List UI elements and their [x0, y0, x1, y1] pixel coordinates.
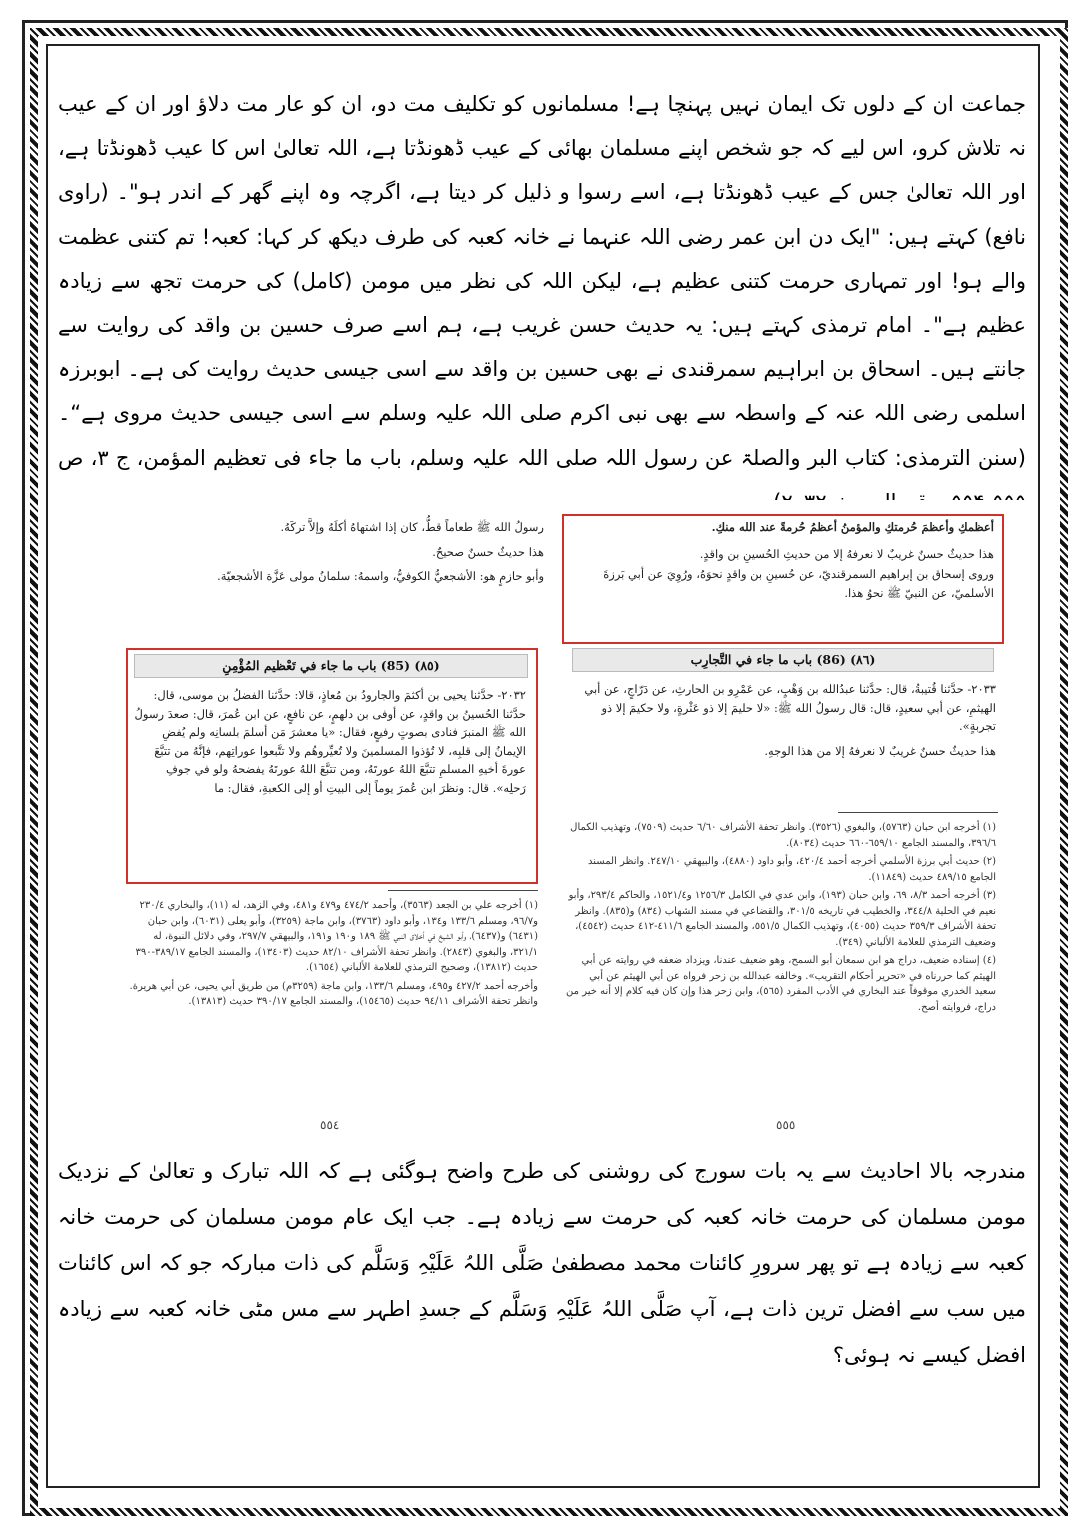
hadith-text: ٢٠٣٢- حدَّثنا يحيى بن أكثمَ والجارودُ بن مُعاذٍ، قالا: حدَّثنا الفضلُ بن موسى، قال: حدَّثنا الحُسينُ بن واقدٍ، عن أوفى بن دلهمٍ، عن نافعٍ، عن ابن عُمرَ، قال: صعدَ رسولُ الله ﷺ المنبرَ فنادى بصوتٍ رفيعٍ، فقال: «يا معشرَ مَن أسلمَ بلسانِه ولم يُفضِ الإيمانُ إلى قلبِه، لا تُؤذوا المسلمينَ ولا تُعيِّروهُم ولا تتَّبعوا عوراتِهم، فإنَّهُ من تتبَّعَ عورةَ أخيهِ المسلمِ تتبَّعَ اللهُ عورتَهُ، ومن تتبَّعَ اللهُ عورتَهُ يفضحهُ ولو في جوفِ رَحلِه». قال: ونظرَ ابن عُمرَ يوماً إلى البيتِ أو إلى الكعبةِ، فقال: ما [134, 688, 526, 795]
urdu-paragraph-bottom: مندرجہ بالا احادیث سے یہ بات سورج کی روشنی کی طرح واضح ہوگئی ہے کہ اللہ تبارک و تعالیٰ کے نزدیک مومن مسلمان کی حرمت خانہ کعبہ کی حرمت سے زیادہ ہے۔ جب ایک عام مومن مسلمان کی حرمت خانہ کعبہ سے زیادہ ہے تو پھر سرورِ کائنات محمد مصطفیٰ صَلَّی اللہُ عَلَیْہِ وَسَلَّم کی ذات مبارکہ جو کہ اس کائنات میں سب سے افضل ترین ذات ہے، آپ صَلَّی اللہُ عَلَیْہِ وَسَلَّم کے جسدِ اطہر سے مس مٹی خانہ کعبہ سے زیادہ افضل کیسے نہ ہوئی؟ [58, 1159, 1026, 1367]
footnote: (٢) حديث أبي برزة الأسلمي أخرجه أحمد ٤٢٠/٤، وأبو داود (٤٨٨٠)، والبيهقي ٢٤٧/١٠. وانظر المسند الجامع ٤٨٩/١٥ حديث (١١٨٤٩). [588, 856, 996, 883]
boxed-line: وروى إسحاق بن إبراهيم السمرقنديّ، عن حُسينِ بن واقدٍ نحوَهُ، ورُوِيَ عن أبي بَرزةَ الأسلميّ، عن النبيّ ﷺ نحوُ هذا. [603, 567, 994, 600]
scanned-book-pages [58, 500, 1026, 1140]
left-page-hadith-block [134, 686, 526, 799]
footnote: (١) أخرجه علي بن الجعد (٣٥٦٣)، وأحمد ٤٧٤/٢ و٤٧٩ و٤٨١، وفي الزهد، له (١١)، والبخاري ٢٣٠/٤ و٩٦/٧، ومسلم ١٣٣/٦ و١٣٤، وأبو داود (٣٧٦٣)، وابن ماجة (٣٢٥٩)، وأبو يعلى (٦٠٣١)، وابن حبان (٦٤٣١) و(٦٤٣٧)، وأبو الشيخ في أخلاق النبي ﷺ ١٨٩ و١٩٠ و١٩١، والبيهقي ٢٩٧/٧، وفي دلائل النبوة، له ٣٢١/١، والبغوي (٢٨٤٣). وانظر تحفة الأشراف ٨٢/١٠ حديث (١٣٤٠٣)، والمسند الجامع ٣٨٩/١٧-٣٩٠ حديث (١٣٨١٢)، وصحيح الترمذي للعلامة الألباني (١٦٥٤). [135, 900, 538, 973]
urdu-paragraph-top: جماعت ان کے دلوں تک ایمان نہیں پہنچا ہے! مسلمانوں کو تکلیف مت دو، ان کو عار مت دلاؤ اور ان کے عیب نہ تلاش کرو، اس لیے کہ جو شخص اپنے مسلمان بھائی کے عیب ڈھونڈتا ہے، اللہ تعالیٰ اس کا عیب ڈھونڈتا ہے، اور اللہ تعالیٰ جس کے عیب ڈھونڈتا ہے، اسے رسوا و ذلیل کر دیتا ہے، اگرچہ وہ اپنے گھر کے اندر ہو"۔ (راوی نافع) کہتے ہیں: "ایک دن ابن عمر رضی اللہ عنہما نے خانہ کعبہ کی طرف دیکھ کر کہا: کعبہ! تم کتنی عظمت والے ہو! اور تمہاری حرمت کتنی عظیم ہے، لیکن اللہ کی نظر میں مومن (کامل) کی حرمت تجھ سے زیادہ عظیم ہے"۔ امام ترمذی کہتے ہیں: یہ حدیث حسن غریب ہے، ہم اسے صرف حسین بن واقد کی روایت سے جانتے ہیں۔ اسحاق بن ابراہیم سمرقندی نے بھی حسین بن واقد سے اسی جیسی حدیث روایت کی ہے۔ ابوبرزہ اسلمی رضی اللہ عنہ کے واسطہ سے بھی نبی اکرم صلی اللہ علیہ وسلم سے اسی جیسی حدیث مروی ہے“۔ (سنن الترمذی: کتاب البر والصلۃ عن رسول اللہ صلی اللہ علیہ وسلم، باب ما جاء فی تعظیم المؤمن، ج ۳، ص [58, 92, 1026, 470]
footnote: (١) أخرجه ابن حبان (٥٧٦٣)، والبغوي (٣٥٢٦). وانظر تحفة الأشراف ٦/٦٠ حديث (٧٥٠٩)، وتهذيب الكمال ٣٩٦/٦، والمسند الجامع ٦٥٩/١٠-٦٦٠ حديث (٨٠٣٤). [570, 822, 996, 849]
left-page-top-text [124, 518, 544, 588]
right-page-footnotes [566, 820, 996, 1018]
chapter-heading-85: (٨٥) (85) باب ما جاء في تَعْظيم المُؤْمِنِ [134, 654, 528, 678]
footnote-divider [388, 890, 538, 891]
page-number-left: ٥٥٤ [320, 1118, 340, 1132]
hadith-text: ٢٠٣٣- حدَّثنا قُتيبةُ، قال: حدَّثنا عبدُالله بن وَهْبٍ، عن عَمْرِو بن الحارثِ، عن دَرّاجٍ، عن أبي الهيثمِ، عن أبي سعيدٍ، قال: قال رسولُ الله ﷺ: «لا حليمَ إلا ذو عَثْرةٍ، ولا حكيمَ إلا ذو تجربةٍ». [584, 682, 996, 733]
hadith-grade: هذا حديثٌ حسنٌ غريبٌ لا نعرفهُ إلا من هذا الوجهِ. [764, 743, 996, 758]
right-page-boxed-text [570, 518, 994, 604]
boxed-line: أعظمكِ وأعظمَ حُرمتكِ والمؤمنُ أعظمُ حُرمةً عند الله منكِ. [711, 520, 994, 534]
page-number-right: ٥٥٥ [776, 1118, 796, 1132]
left-page-footnotes [126, 898, 538, 1013]
text-line: هذا حديثٌ حسنٌ صحيحٌ. [432, 544, 544, 559]
footnote: وأخرجه أحمد ٤٢٧/٢ و٤٩٥، ومسلم ١٣٣/٦، وابن ماجة (٣٢٥٩م) من طريق أبي يحيى، عن أبي هريرة. وانظر تحفة الأشراف ٩٤/١١ حديث (١٥٤٦٥)، والمسند الجامع ٣٩٠/١٧ حديث (١٣٨١٣). [129, 980, 538, 1007]
footnote: (٤) إسناده ضعيف، دراج هو ابن سمعان أبو السمح، وهو ضعيف عندنا، ويزداد ضعفه في روايته عن أبي الهيثم كما حررناه في «تحرير أحكام التقريب». وخالفه عبدالله بن زحر فرواه عن أبي الهيثم عن أبي سعيد الخدري موقوفاً عند البخاري في الأدب المفرد (٥٦٥)، وابن زحر هذا وإن كان فيه كلام إلا أنه خير من دراج، فروايته أصح. [566, 955, 996, 1013]
boxed-line: هذا حديثٌ حسنٌ غريبٌ لا نعرفهُ إلا من حديثِ الحُسينِ بن واقدٍ. [699, 546, 994, 561]
footnote: (٣) أخرجه أحمد ٨/٣، ٦٩، وابن حبان (١٩٣)، وابن عدي في الكامل ١٢٥٦/٣ و١٥٢١/٤، والحاكم ٢٩٣/٤، وأبو نعيم في الحلية ٣٤٤/٨، والخطيب في تاريخه ٣٠١/٥، والقضاعي في مسند الشهاب (٨٣٤) و(٨٣٥). وانظر تحفة الأشراف ٣٥٩/٣ حديث (٤٠٥٥)، وتهذيب الكمال ٥٥١/٥، والمسند الجامع ٤١١/٦-٤١٢ حديث (٤٥٤٢)، وضعيف الترمذي للعلامة الألباني (٣٤٩). [568, 890, 996, 948]
text-line: وأبو حازمٍ هو: الأشجعيُّ الكوفيُّ، واسمهُ: سلمانُ مولى عَزَّة الأشجعيّة. [217, 569, 544, 583]
right-page-hadith-block [566, 680, 996, 762]
text-line: رسولُ الله ﷺ طعاماً قطُّ، كان إذا اشتهاهُ أكلَهُ وإلاَّ تركَهُ. [280, 520, 544, 534]
chapter-heading-86: (٨٦) (86) باب ما جاء في التَّجارِب [572, 648, 994, 672]
footnote-divider [838, 812, 998, 813]
